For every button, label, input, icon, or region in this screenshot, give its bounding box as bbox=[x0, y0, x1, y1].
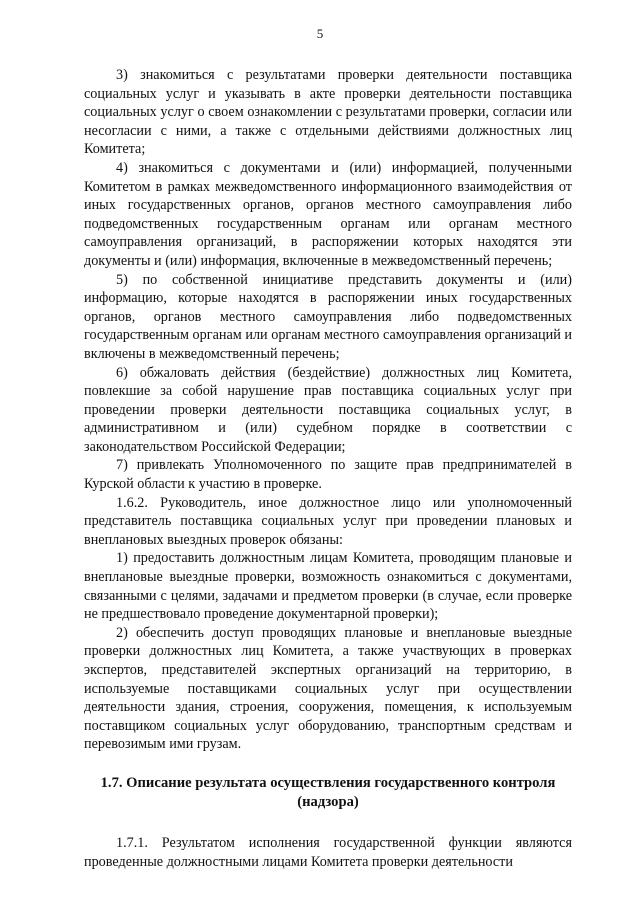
document-body bbox=[84, 66, 572, 871]
paragraph-clause-1-6-2: 1.6.2. Руководитель, иное должностное лицо или уполномоченный представитель поставщика социальных услуг при проведении плановых и внеплановых выездных проверок обязаны: bbox=[84, 494, 572, 548]
paragraph-item-5: 5) по собственной инициативе представить документы и (или) информацию, которые находятся в распоряжении иных государственных органов, органов местного самоуправления либо подведомственных государственным органам или органам местного самоуправления организаций и включены в межведомственный перечень; bbox=[84, 271, 572, 362]
paragraph-obligation-1: 1) предоставить должностным лицам Комитета, проводящим плановые и внеплановые выездные проверки, возможность ознакомиться с документами, связанными с целями, задачами и предметом проверки (в случае, если проверке не предшествовало проведение документарной проверки); bbox=[84, 550, 572, 623]
paragraph-item-3: 3) знакомиться с результатами проверки деятельности поставщика социальных услуг и указывать в акте проверки деятельности поставщика социальных услуг о своем ознакомлении с результатами проверки, согласии или несогласии с ними, а также с отдельными действиями должностных лиц Комитета; bbox=[84, 67, 572, 158]
page-number: 5 bbox=[316, 26, 324, 41]
section-heading: 1.7. Описание результата осуществления государственного контроля (надзора) bbox=[100, 774, 556, 810]
paragraph-clause-1-7-1: 1.7.1. Результатом исполнения государственной функции являются проведенные должностными лицами Комитета проверки деятельности bbox=[84, 834, 572, 870]
paragraph-item-4: 4) знакомиться с документами и (или) информацией, полученными Комитетом в рамках межведомственного информационного взаимодействия от иных государственных органов, органов местного самоуправления либо подведомственных государственным органам или органам местного самоуправления организаций, в распоряжении которых находятся эти документы и (или) информация, включенные в межведомственный перечень; bbox=[84, 159, 572, 269]
paragraph-obligation-2: 2) обеспечить доступ проводящих плановые и внеплановые выездные проверки должностных лиц Комитета, а также участвующих в проверках экспертов, представителей экспертных организаций на территорию, в используемые поставщиками социальных услуг при осуществлении деятельности здания, строения, сооружения, помещения, к используемым поставщиком социальных услуг оборудованию, транспортным средствам и перевозимым ими грузам. bbox=[84, 624, 572, 753]
paragraph-item-6: 6) обжаловать действия (бездействие) должностных лиц Комитета, повлекшие за собой нарушение прав поставщика социальных услуг при проведении проверки деятельности поставщика социальных услуг, в административном и (или) судебном порядке в соответствии с законодательством Российской Федерации; bbox=[84, 364, 572, 455]
paragraph-item-7: 7) привлекать Уполномоченного по защите прав предпринимателей в Курской области к участию в проверке. bbox=[84, 457, 572, 493]
